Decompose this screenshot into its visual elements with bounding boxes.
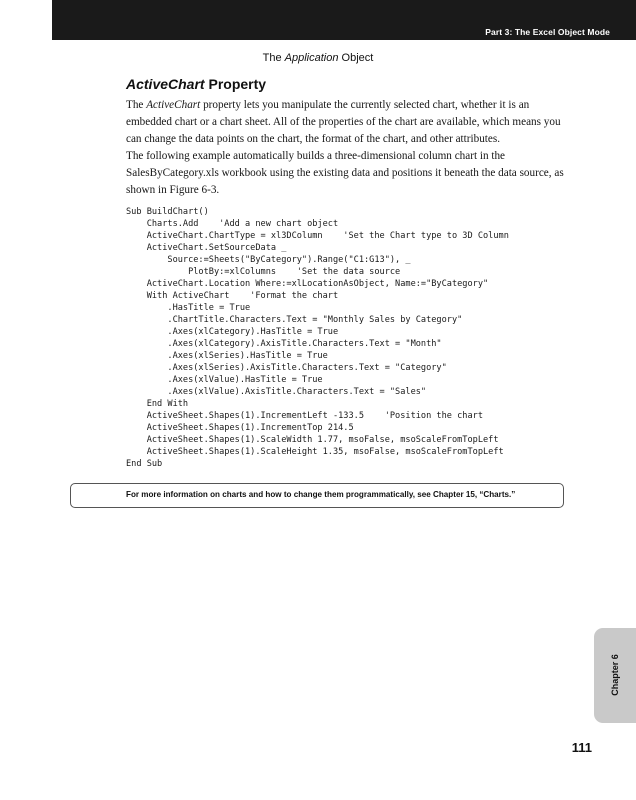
section-title-em: ActiveChart [126, 76, 205, 92]
running-head-suffix: Object [338, 52, 374, 64]
cross-reference-note [70, 483, 564, 508]
code-line: .Axes(xlValue).HasTitle = True [126, 375, 323, 385]
code-line: ActiveSheet.Shapes(1).ScaleHeight 1.35, msoFalse, msoScaleFromTopLeft [126, 447, 504, 457]
paragraph-intro [126, 97, 566, 147]
page-number: 111 [571, 740, 592, 755]
code-line: ActiveChart.SetSourceData _ [126, 243, 287, 253]
code-line: Charts.Add 'Add a new chart object [126, 219, 339, 229]
code-line: Sub BuildChart() [126, 207, 209, 217]
paragraph-example: The following example automatically builds a three-dimensional column chart in the SalesByCategory.xls workbook using the existing data and positions it beneath the data source, as shown in Figure 6-3. [126, 150, 564, 196]
part-label: Part 3: The Excel Object Mode [485, 27, 610, 37]
code-line: PlotBy:=xlColumns 'Set the data source [126, 267, 401, 277]
chapter-tab [594, 628, 636, 723]
paragraph-intro-rest: property lets you manipulate the currently selected chart, whether it is an embedded chart or a chart sheet. All of the properties of the chart are available, which means you can change the data points on the chart, the format of the chart, and other attributes. [126, 99, 561, 145]
code-line: .Axes(xlValue).AxisTitle.Characters.Text = "Sales" [126, 387, 427, 397]
code-line: ActiveChart.Location Where:=xlLocationAsObject, Name:="ByCategory" [126, 279, 489, 289]
code-line: ActiveChart.ChartType = xl3DColumn 'Set the Chart type to 3D Column [126, 231, 509, 241]
note-text: For more information on charts and how to change them programmatically, see Chapter 15, “Charts.” [126, 490, 516, 499]
section-title [126, 76, 266, 92]
code-line: ActiveSheet.Shapes(1).ScaleWidth 1.77, msoFalse, msoScaleFromTopLeft [126, 435, 499, 445]
paragraph-intro-em: ActiveChart [146, 99, 201, 111]
code-line: .HasTitle = True [126, 303, 251, 313]
code-line: End With [126, 399, 189, 409]
code-line: .ChartTitle.Characters.Text = "Monthly Sales by Category" [126, 315, 463, 325]
running-head [0, 52, 636, 64]
code-line: .Axes(xlSeries).HasTitle = True [126, 351, 328, 361]
code-line: .Axes(xlSeries).AxisTitle.Characters.Text = "Category" [126, 363, 447, 373]
code-line: .Axes(xlCategory).AxisTitle.Characters.Text = "Month" [126, 339, 442, 349]
code-line: Source:=Sheets("ByCategory").Range("C1:G13"), _ [126, 255, 411, 265]
code-line: With ActiveChart 'Format the chart [126, 291, 339, 301]
code-line: End Sub [126, 459, 163, 469]
chapter-label: Chapter 6 [610, 654, 620, 696]
paragraph-intro-start: The [126, 99, 147, 111]
header-bar [52, 0, 636, 40]
code-line: ActiveSheet.Shapes(1).IncrementTop 214.5 [126, 423, 354, 433]
code-line: ActiveSheet.Shapes(1).IncrementLeft -133.5 'Position the chart [126, 411, 483, 421]
section-title-rest: Property [204, 76, 267, 92]
running-head-emphasis: Application [284, 52, 339, 64]
code-listing [126, 206, 586, 470]
running-head-prefix: The [262, 52, 285, 64]
code-line: .Axes(xlCategory).HasTitle = True [126, 327, 339, 337]
